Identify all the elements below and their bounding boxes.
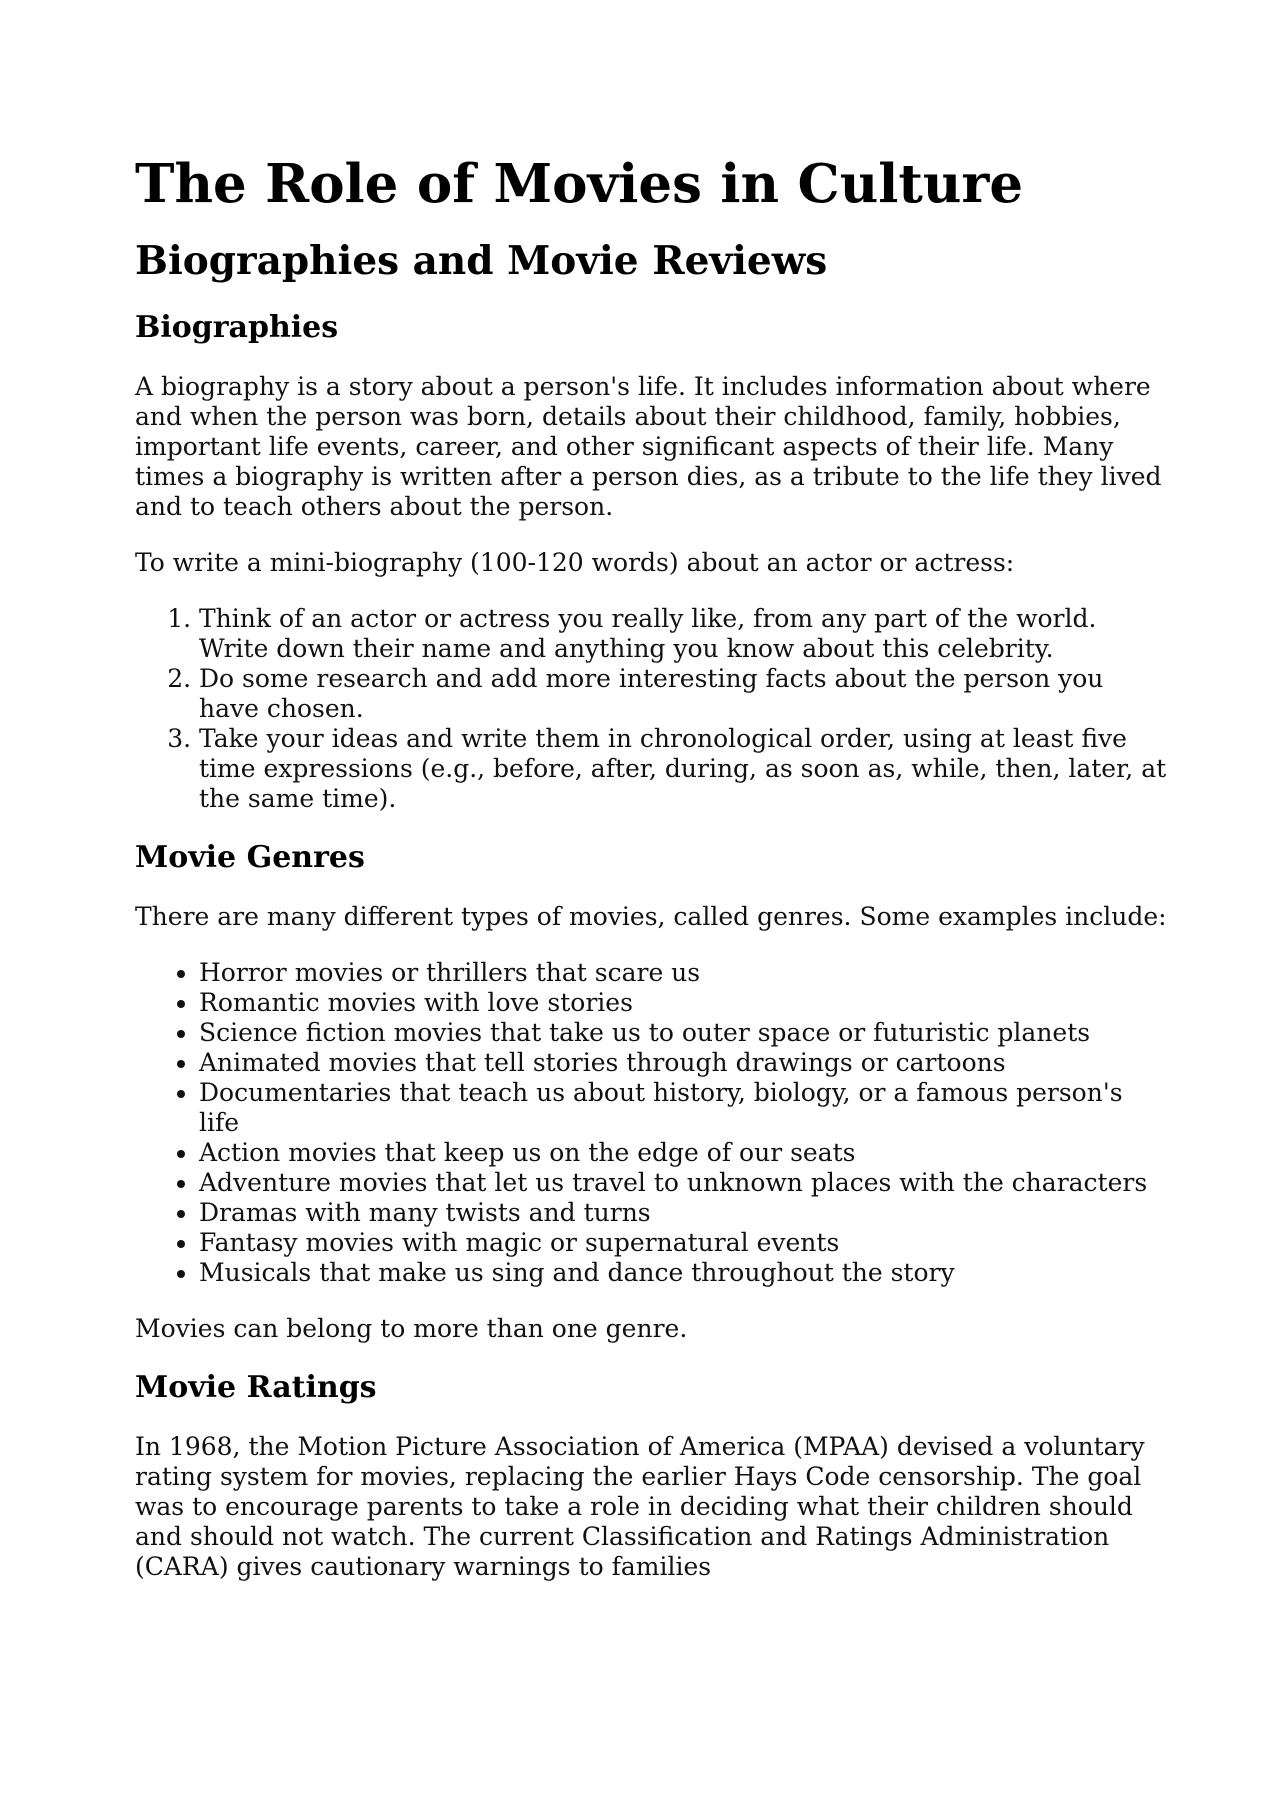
list-item: • Documentaries that teach us about history, biology, or a famous person's life <box>199 1078 1170 1138</box>
page-title: The Role of Movies in Culture <box>135 153 1024 215</box>
list-item: • Romantic movies with love stories <box>199 988 1170 1018</box>
mini-biography-steps <box>135 604 1170 814</box>
genres-list <box>135 958 1170 1288</box>
list-item: • Dramas with many twists and turns <box>199 1198 1170 1228</box>
list-item: • Horror movies or thrillers that scare us <box>199 958 1170 988</box>
list-item: • Science fiction movies that take us to outer space or futuristic planets <box>199 1018 1170 1048</box>
list-item: • Musicals that make us sing and dance throughout the story <box>199 1258 1170 1288</box>
page-subtitle: Biographies and Movie Reviews <box>135 238 828 284</box>
genres-heading: Movie Genres <box>135 840 365 875</box>
biographies-paragraph: A biography is a story about a person's life. It includes information about where and when the person was born, details about their childhood, family, hobbies, important life events, career, and other significant aspects of their life. Many times a biography is written after a person dies, as a tribute to the life they lived and to teach others about the person. <box>135 372 1162 521</box>
list-item: 3. Take your ideas and write them in chronological order, using at least five time expressions (e.g., before, after, during, as soon as, while, then, later, at the same time). <box>199 724 1170 814</box>
list-item: • Adventure movies that let us travel to unknown places with the characters <box>199 1168 1170 1198</box>
ratings-heading: Movie Ratings <box>135 1370 377 1405</box>
list-item: 2. Do some research and add more interesting facts about the person you have chosen. <box>199 664 1170 724</box>
ratings-paragraph: In 1968, the Motion Picture Association of America (MPAA) devised a voluntary rating system for movies, replacing the earlier Hays Code censorship. The goal was to encourage parents to take a role in deciding what their children should and should not watch. The current Classification and Ratings Administration (CARA) gives cautionary warnings to families <box>135 1432 1145 1581</box>
list-item: • Action movies that keep us on the edge of our seats <box>199 1138 1170 1168</box>
genres-paragraph: There are many different types of movies, called genres. Some examples include: <box>135 902 1167 931</box>
list-item: 1. Think of an actor or actress you really like, from any part of the world. Write down their name and anything you know about this celebrity. <box>199 604 1170 664</box>
list-item: • Fantasy movies with magic or supernatural events <box>199 1228 1170 1258</box>
biographies-section <box>135 310 1170 814</box>
mini-biography-intro: To write a mini-biography (100-120 words) about an actor or actress: <box>135 548 1015 577</box>
genres-section <box>135 840 1170 1344</box>
biographies-heading: Biographies <box>135 310 339 345</box>
ratings-section <box>135 1370 1170 1582</box>
genres-note: Movies can belong to more than one genre. <box>135 1314 688 1343</box>
list-item: • Animated movies that tell stories through drawings or cartoons <box>199 1048 1170 1078</box>
